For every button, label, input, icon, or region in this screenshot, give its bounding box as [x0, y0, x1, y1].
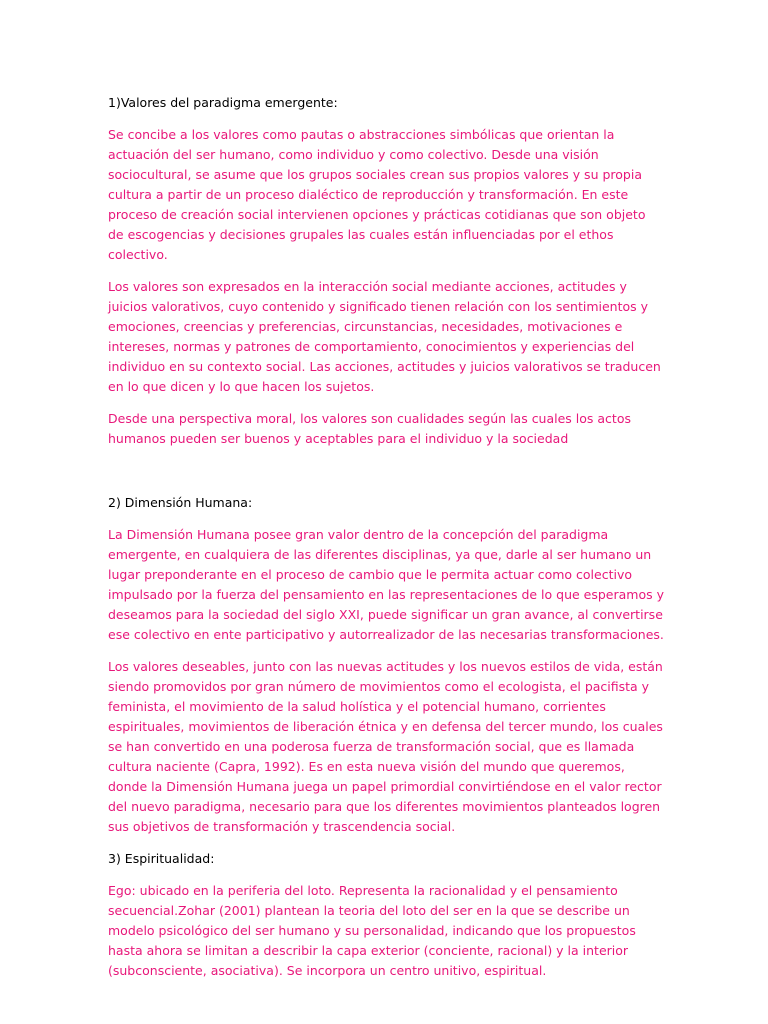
section-2-heading: 2) Dimensión Humana: [108, 495, 253, 510]
section-3-paragraph-1: Ego: ubicado en la periferia del loto. Representa la racionalidad y el pensamiento secuencial.Zohar (2001) plantean la teoria del loto del ser en la que se describe un modelo psicológico del ser humano y su personalidad, indicando que los propuestos hasta ahora se limitan a describir la capa exterior (conciente, racional) y la interior (subconsciente, asociativa). Se incorpora un centro unitivo, espiritual. [108, 883, 636, 978]
section-1-heading: 1)Valores del paradigma emergente: [108, 95, 338, 110]
section-spacer [108, 461, 664, 493]
section-1-paragraph-1: Se concibe a los valores como pautas o abstracciones simbólicas que orientan la actuación del ser humano, como individuo y como colectivo. Desde una visión sociocultural, se asume que los grupos sociales crean sus propios valores y su propia cultura a partir de un proceso dialéctico de reproducción y transformación. En este proceso de creación social intervienen opciones y prácticas cotidianas que son objeto de escogencias y decisiones grupales las cuales están influenciadas por el ethos colectivo. [108, 127, 646, 262]
section-2-paragraph-2: Los valores deseables, junto con las nuevas actitudes y los nuevos estilos de vida, están siendo promovidos por gran número de movimientos como el ecologista, el pacifista y feminista, el movimiento de la salud holística y el potencial humano, corrientes espirituales, movimientos de liberación étnica y en defensa del tercer mundo, los cuales se han convertido en una poderosa fuerza de transformación social, que es llamada cultura naciente (Capra, 1992). Es en esta nueva visión del mundo que queremos, donde la Dimensión Humana juega un papel primordial convirtiéndose en el valor rector del nuevo paradigma, necesario para que los diferentes movimientos planteados logren sus objetivos de transformación y trascendencia social. [108, 659, 663, 834]
section-1-paragraph-3: Desde una perspectiva moral, los valores son cualidades según las cuales los actos humanos pueden ser buenos y aceptables para el individuo y la sociedad [108, 411, 631, 446]
document-page [108, 93, 664, 993]
section-2-paragraph-1: La Dimensión Humana posee gran valor dentro de la concepción del paradigma emergente, en cualquiera de las diferentes disciplinas, ya que, darle al ser humano un lugar preponderante en el proceso de cambio que le permita actuar como colectivo impulsado por la fuerza del pensamiento en las representaciones de lo que esperamos y deseamos para la sociedad del siglo XXI, puede significar un gran avance, al convertirse ese colectivo en ente participativo y autorrealizador de las necesarias transformaciones. [108, 527, 665, 642]
section-1-paragraph-2: Los valores son expresados en la interacción social mediante acciones, actitudes y juicios valorativos, cuyo contenido y significado tienen relación con los sentimientos y emociones, creencias y preferencias, circunstancias, necesidades, motivaciones e intereses, normas y patrones de comportamiento, conocimientos y experiencias del individuo en su contexto social. Las acciones, actitudes y juicios valorativos se traducen en lo que dicen y lo que hacen los sujetos. [108, 279, 661, 394]
section-3-heading: 3) Espiritualidad: [108, 851, 215, 866]
